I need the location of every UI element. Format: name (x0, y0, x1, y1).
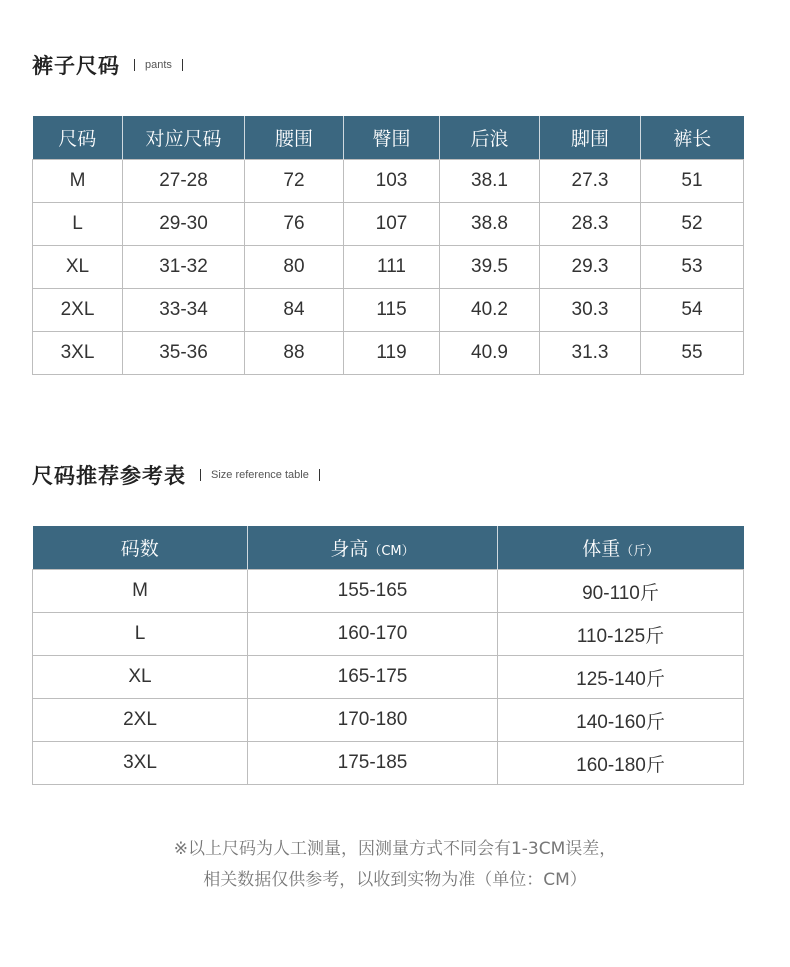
reference-title: 尺码推荐参考表 (32, 464, 186, 488)
table-row (33, 203, 744, 246)
table-cell: 140-160斤 (498, 699, 744, 742)
table-cell: 31-32 (123, 246, 245, 289)
reference-subtitle: Size reference table (211, 469, 309, 481)
pants-size-table (32, 116, 744, 375)
table-cell: 115 (344, 289, 440, 332)
divider (319, 469, 320, 481)
table-cell: 31.3 (540, 332, 641, 375)
table-cell: M (33, 570, 248, 613)
pants-header-row (33, 116, 744, 160)
table-row (33, 613, 744, 656)
table-cell: 38.1 (440, 160, 540, 203)
table-cell: 107 (344, 203, 440, 246)
table-cell: 111 (344, 246, 440, 289)
table-row (33, 289, 744, 332)
table-cell: 160-180斤 (498, 742, 744, 785)
table-cell: 53 (641, 246, 744, 289)
divider (182, 59, 183, 71)
table-row (33, 246, 744, 289)
table-cell: 40.2 (440, 289, 540, 332)
table-cell: 2XL (33, 289, 123, 332)
header-unit: （斤） (620, 544, 660, 559)
table-cell: 103 (344, 160, 440, 203)
table-cell: 30.3 (540, 289, 641, 332)
table-cell: XL (33, 246, 123, 289)
table-cell: 3XL (33, 742, 248, 785)
table-row (33, 656, 744, 699)
table-cell: M (33, 160, 123, 203)
table-cell: 54 (641, 289, 744, 332)
pants-subtitle: pants (145, 59, 172, 71)
table-cell: 160-170 (248, 613, 498, 656)
header-label: 体重 (582, 538, 621, 560)
pants-section-title (32, 50, 193, 80)
table-row (33, 160, 744, 203)
reference-header-row (33, 526, 744, 570)
table-cell: 39.5 (440, 246, 540, 289)
table-cell: 88 (245, 332, 344, 375)
column-header (498, 526, 744, 570)
table-cell: 119 (344, 332, 440, 375)
note-line-2: 相关数据仅供参考，以收到实物为准（单位：CM） (203, 870, 587, 890)
column-header: 裤长 (641, 116, 744, 160)
header-label: 身高 (330, 538, 369, 560)
divider (200, 469, 201, 481)
header-unit: （CM） (368, 544, 415, 559)
reference-subtitle-group (200, 469, 330, 481)
table-cell: 28.3 (540, 203, 641, 246)
pants-subtitle-group (134, 59, 193, 71)
table-cell: L (33, 613, 248, 656)
table-cell: 165-175 (248, 656, 498, 699)
table-cell: 29.3 (540, 246, 641, 289)
table-cell: 80 (245, 246, 344, 289)
column-header: 臀围 (344, 116, 440, 160)
table-cell: 40.9 (440, 332, 540, 375)
table-cell: 27.3 (540, 160, 641, 203)
pants-title: 裤子尺码 (32, 54, 120, 78)
table-row (33, 742, 744, 785)
size-reference-table (32, 526, 744, 785)
table-cell: 35-36 (123, 332, 245, 375)
table-cell: 90-110斤 (498, 570, 744, 613)
table-cell: 84 (245, 289, 344, 332)
table-cell: 170-180 (248, 699, 498, 742)
table-row (33, 699, 744, 742)
table-cell: 38.8 (440, 203, 540, 246)
column-header (33, 526, 248, 570)
table-cell: 72 (245, 160, 344, 203)
column-header: 后浪 (440, 116, 540, 160)
table-cell: 33-34 (123, 289, 245, 332)
table-cell: 55 (641, 332, 744, 375)
table-cell: 27-28 (123, 160, 245, 203)
column-header: 对应尺码 (123, 116, 245, 160)
table-row (33, 332, 744, 375)
divider (134, 59, 135, 71)
column-header: 尺码 (33, 116, 123, 160)
column-header: 腰围 (245, 116, 344, 160)
column-header: 脚围 (540, 116, 641, 160)
reference-section-title (32, 460, 330, 490)
table-cell: 110-125斤 (498, 613, 744, 656)
table-cell: XL (33, 656, 248, 699)
table-cell: 29-30 (123, 203, 245, 246)
table-cell: 52 (641, 203, 744, 246)
table-cell: 2XL (33, 699, 248, 742)
table-cell: 3XL (33, 332, 123, 375)
measurement-note (0, 834, 790, 896)
table-cell: L (33, 203, 123, 246)
table-cell: 76 (245, 203, 344, 246)
table-cell: 175-185 (248, 742, 498, 785)
column-header (248, 526, 498, 570)
table-cell: 51 (641, 160, 744, 203)
table-cell: 125-140斤 (498, 656, 744, 699)
note-line-1: ※以上尺码为人工测量，因测量方式不同会有1-3CM误差， (173, 839, 617, 859)
header-label: 码数 (120, 538, 159, 560)
table-cell: 155-165 (248, 570, 498, 613)
table-row (33, 570, 744, 613)
